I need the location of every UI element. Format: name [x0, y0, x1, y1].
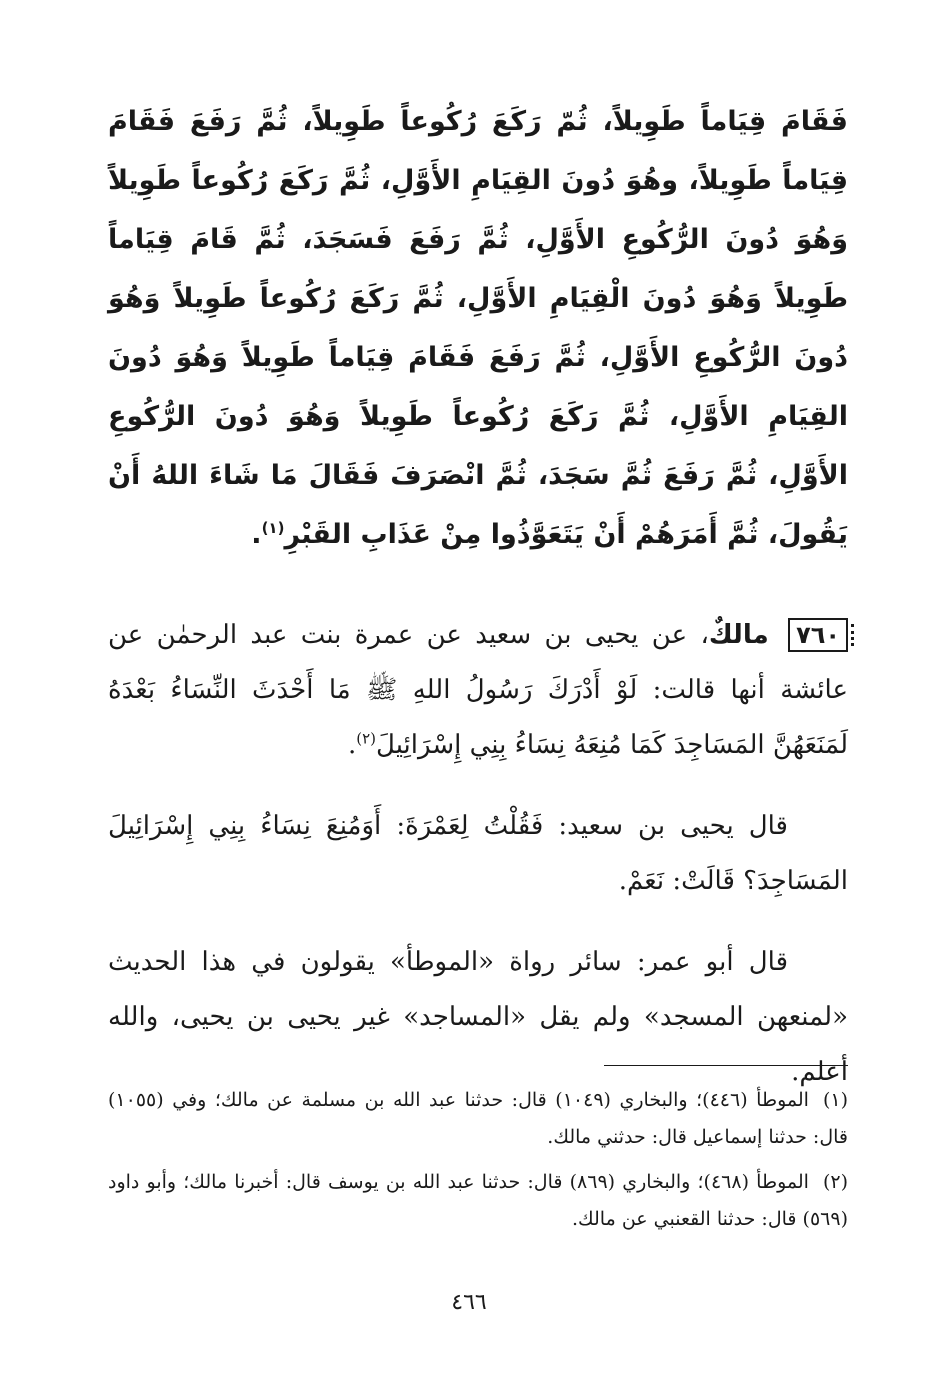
hadith-number-badge: ٧٦٠ [788, 618, 848, 652]
footnote-ref-2[interactable]: (٢) [356, 729, 376, 748]
footnote-2-number: (٢) [822, 1171, 848, 1193]
abu-umar-paragraph: قال أبو عمر: سائر رواة «الموطأ» يقولون في هذا الحديث «لمنعهن المسجد» ولم يقل «المساجد» غير يحيى بن يحيى، والله أعلم. [108, 947, 848, 1087]
footnote-2-text: الموطأ (٤٦٨)؛ والبخاري (٨٦٩) قال: حدثنا عبد الله بن يوسف قال: أخبرنا مالك؛ وأبو داود (٥٦٩) قال: حدثنا القعنبي عن مالك. [108, 1171, 848, 1230]
opening-paragraph-end: . [251, 519, 262, 550]
footnote-1 [108, 1082, 848, 1156]
opening-paragraph-text: فَقَامَ قِيَاماً طَوِيلاً، ثُمّ رَكَعَ رُكُوعاً طَوِيلاً، ثُمَّ رَفَعَ فَقَامَ قِيَاماً طَوِيلاً، وهُوَ دُونَ القِيَامِ الأَوَّلِ، ثُمَّ رَكَعَ رُكُوعاً طَوِيلاً وَهُوَ دُونَ الرُّكُوعِ الأَوَّلِ، ثُمَّ رَفَعَ فَسَجَدَ، ثُمَّ قَامَ قِيَاماً طَوِيلاً وَهُوَ دُونَ الْقِيَامِ الأَوَّلِ، ثُمَّ رَكَعَ رُكُوعاً طَوِيلاً وَهُوَ دُونَ الرُّكُوعِ الأَوَّلِ، ثُمَّ رَفَعَ فَقَامَ قِيَاماً طَوِيلاً وَهُوَ دُونَ القِيَامِ الأَوَّلِ، ثُمَّ رَكَعَ رُكُوعاً طَوِيلاً وَهُوَ دُونَ الرُّكُوعِ الأَوَّلِ، ثُمَّ رَفَعَ ثُمَّ سَجَدَ، ثُمَّ انْصَرَفَ فَقَالَ مَا شَاءَ اللهُ أَنْ يَقُولَ، ثُمَّ أَمَرَهُمْ أَنْ يَتَعَوَّذُوا مِنْ عَذَابِ القَبْرِ [108, 106, 848, 550]
page-body [108, 92, 848, 1100]
yahya-paragraph: قال يحيى بن سعيد: فَقُلْتُ لِعَمْرَةَ: أَوَمُنِعَ نِسَاءُ بِنِي إِسْرَائِيلَ المَسَاجِدَ؟ قَالَتْ: نَعَمْ. [108, 811, 848, 896]
footnote-1-text: الموطأ (٤٤٦)؛ والبخاري (١٠٤٩) قال: حدثنا عبد الله بن مسلمة عن مالك؛ وفي (١٠٥٥) قال: حدثنا إسماعيل قال: حدثني مالك. [108, 1089, 848, 1148]
hadith-end: . [347, 730, 357, 760]
hadith-narrator: مالكٌ [708, 620, 769, 650]
opening-paragraph [108, 92, 848, 564]
hadith-paragraph [108, 608, 848, 773]
footnote-ref-1[interactable]: (١) [261, 519, 285, 537]
footnote-1-number: (١) [822, 1089, 848, 1111]
page-number: ٤٦٦ [451, 1290, 487, 1315]
footnotes-section [108, 1082, 848, 1246]
footnote-divider [604, 1065, 848, 1066]
footnote-2 [108, 1164, 848, 1238]
hadith-text: ، عن يحيى بن سعيد عن عمرة بنت عبد الرحمٰن عن عائشة أنها قالت: لَوْ أَدْرَكَ رَسُولُ اللهِ ﷺ مَا أَحْدَثَ النِّسَاءُ بَعْدَهُ لَمَنَعَهُنَّ المَسَاجِدَ كَمَا مُنِعَهُ نِسَاءُ بِنِي إِسْرَائِيلَ [108, 620, 848, 760]
